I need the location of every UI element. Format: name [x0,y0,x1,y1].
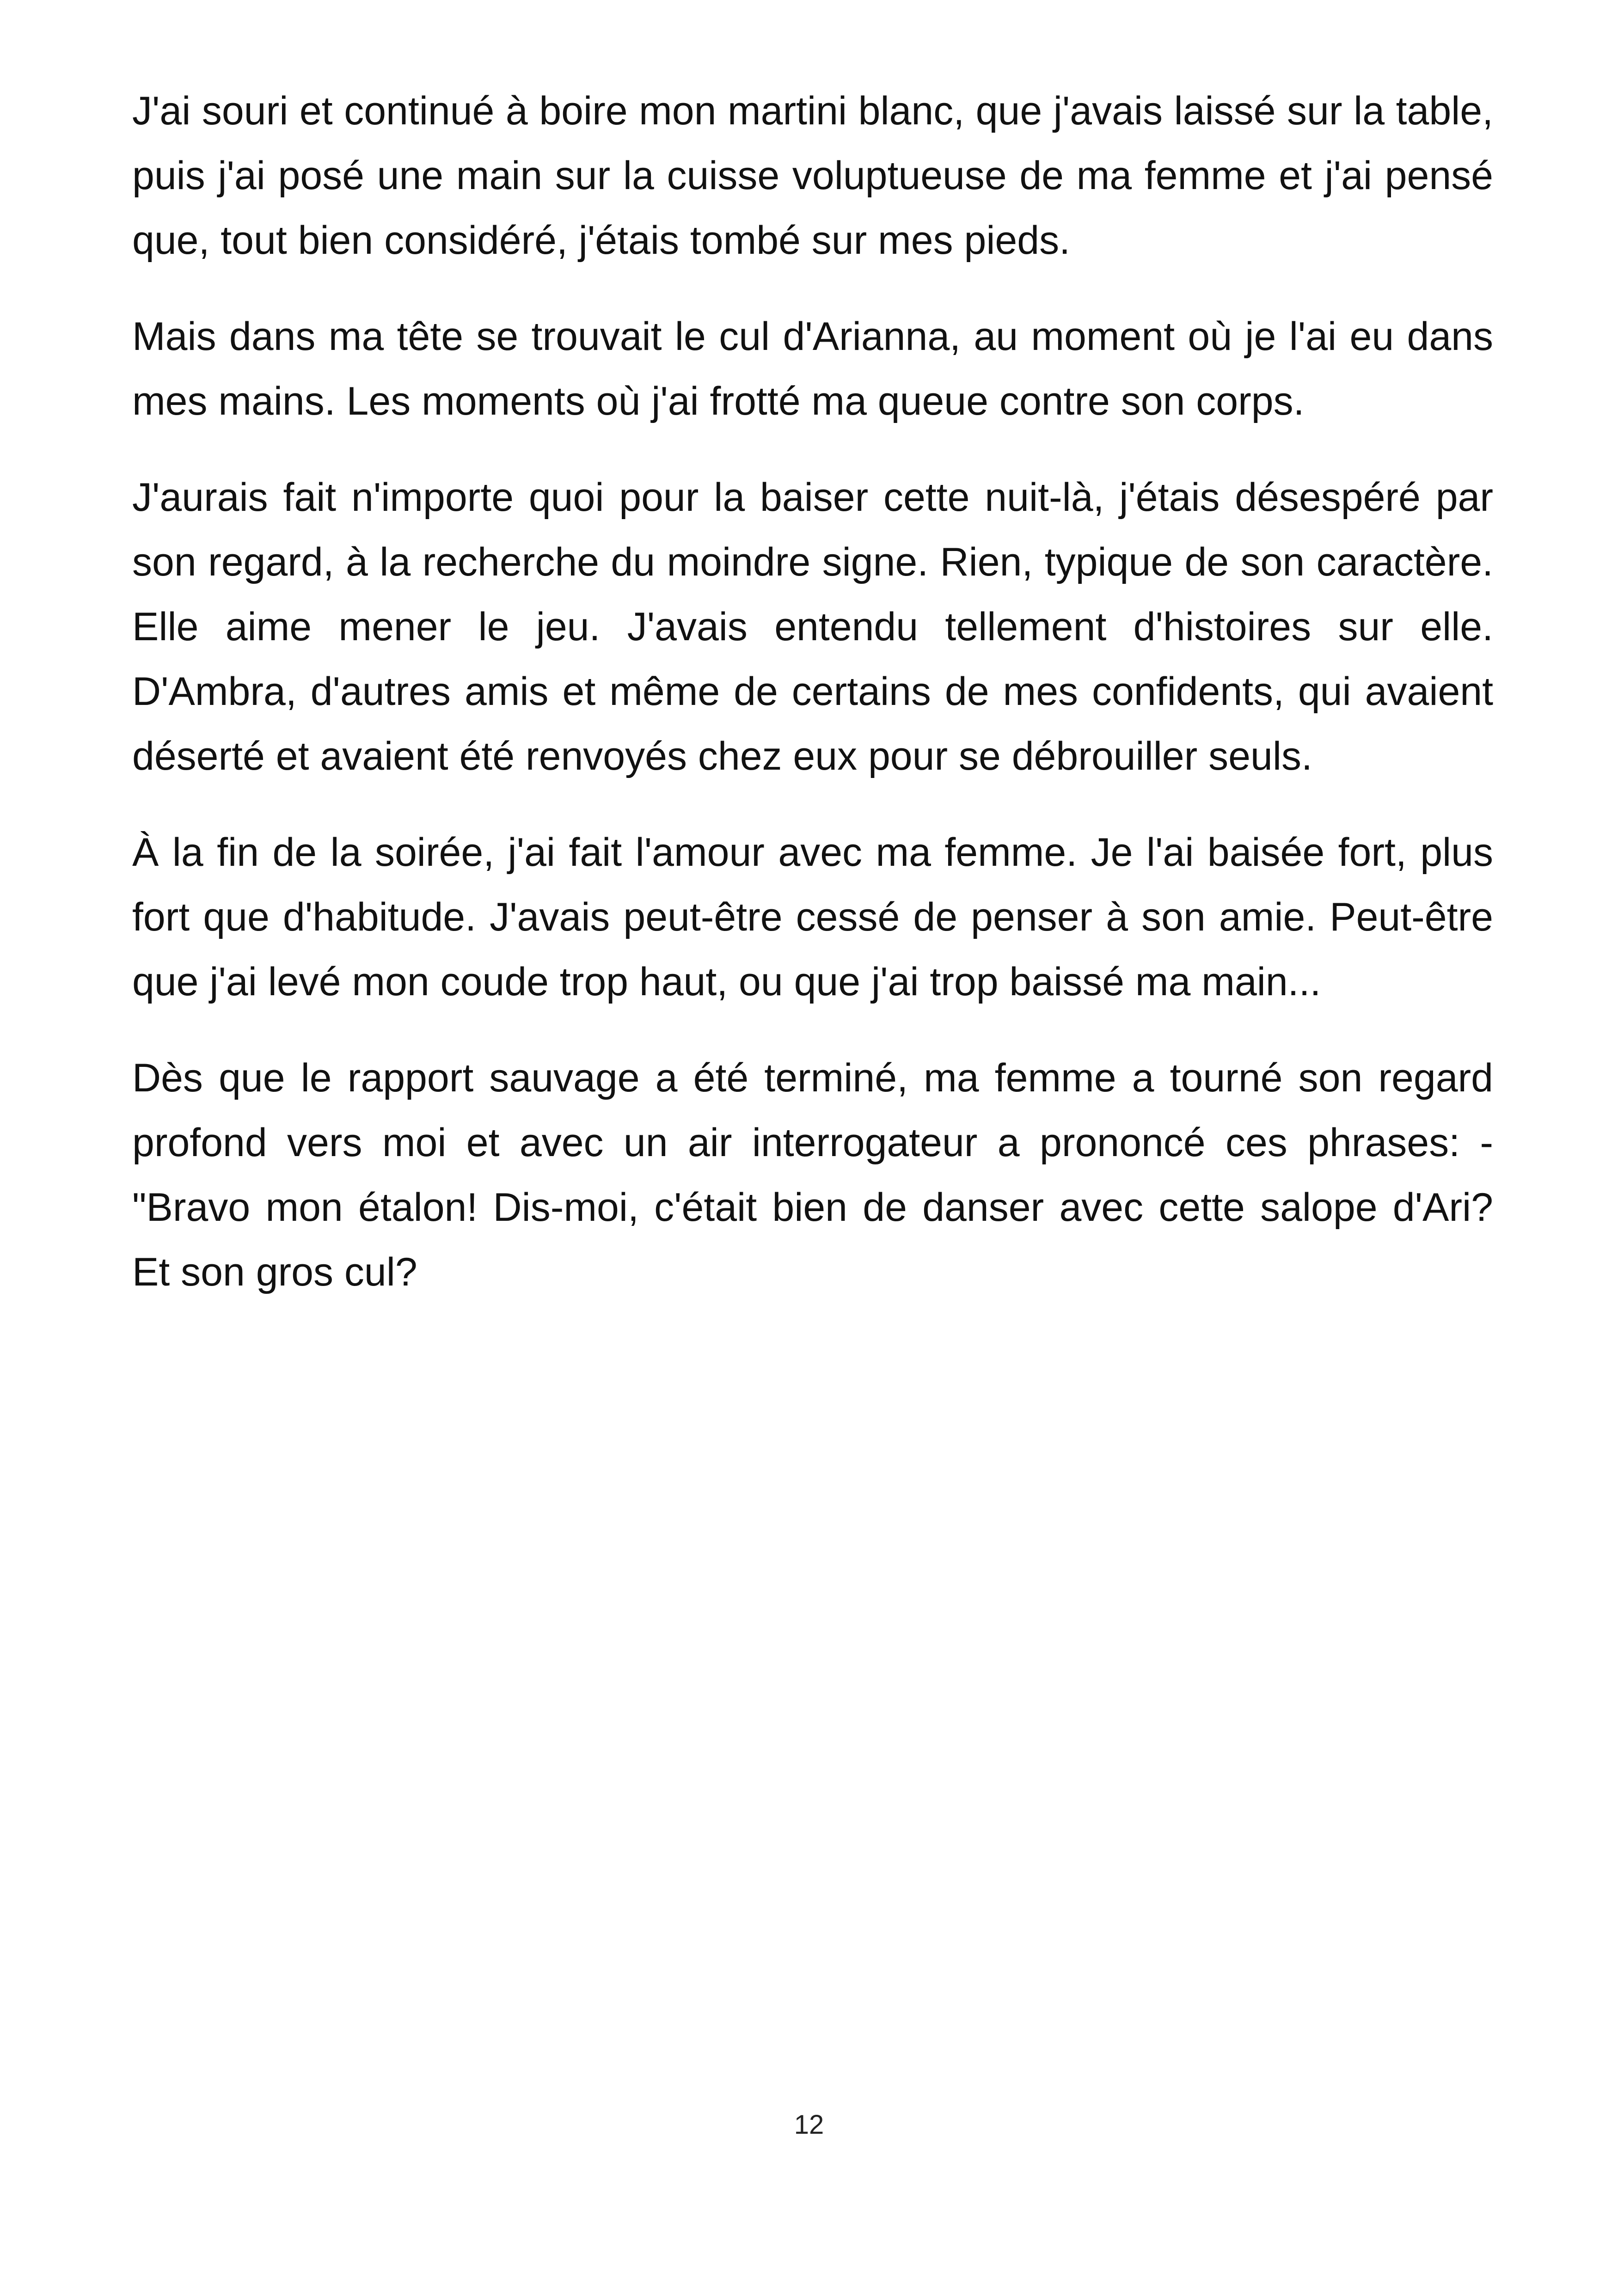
paragraph-5: Dès que le rapport sauvage a été terminé, ma femme a tourné son regard profond vers moi et avec un air interrogateur a prononcé ces phrases: - "Bravo mon étalon! Dis-moi, c'était bien de danser avec cette salope d'Ari? Et son gros cul? [132,1056,1493,1294]
paragraph-1: J'ai souri et continué à boire mon martini blanc, que j'avais laissé sur la table, puis j'ai posé une main sur la cuisse voluptueuse de ma femme et j'ai pensé que, tout bien considéré, j'étais tombé sur mes pieds. [132,89,1493,263]
paragraph-4: À la fin de la soirée, j'ai fait l'amour avec ma femme. Je l'ai baisée fort, plus fort que d'habitude. J'avais peut-être cessé de penser à son amie. Peut-être que j'ai levé mon coude trop haut, ou que j'ai trop baissé ma main... [132,830,1493,1004]
paragraph-3: J'aurais fait n'importe quoi pour la baiser cette nuit-là, j'étais désespéré par son regard, à la recherche du moindre signe. Rien, typique de son caractère. Elle aime mener le jeu. J'avais entendu tellement d'histoires sur elle. D'Ambra, d'autres amis et même de certains de mes confidents, qui avaient déserté et avaient été renvoyés chez eux pour se débrouiller seuls. [132,475,1493,778]
paragraph-2: Mais dans ma tête se trouvait le cul d'Arianna, au moment où je l'ai eu dans mes mains. Les moments où j'ai frotté ma queue contre son corps. [132,314,1493,423]
page-number: 12 [794,2110,824,2140]
body-text [132,79,1493,1336]
